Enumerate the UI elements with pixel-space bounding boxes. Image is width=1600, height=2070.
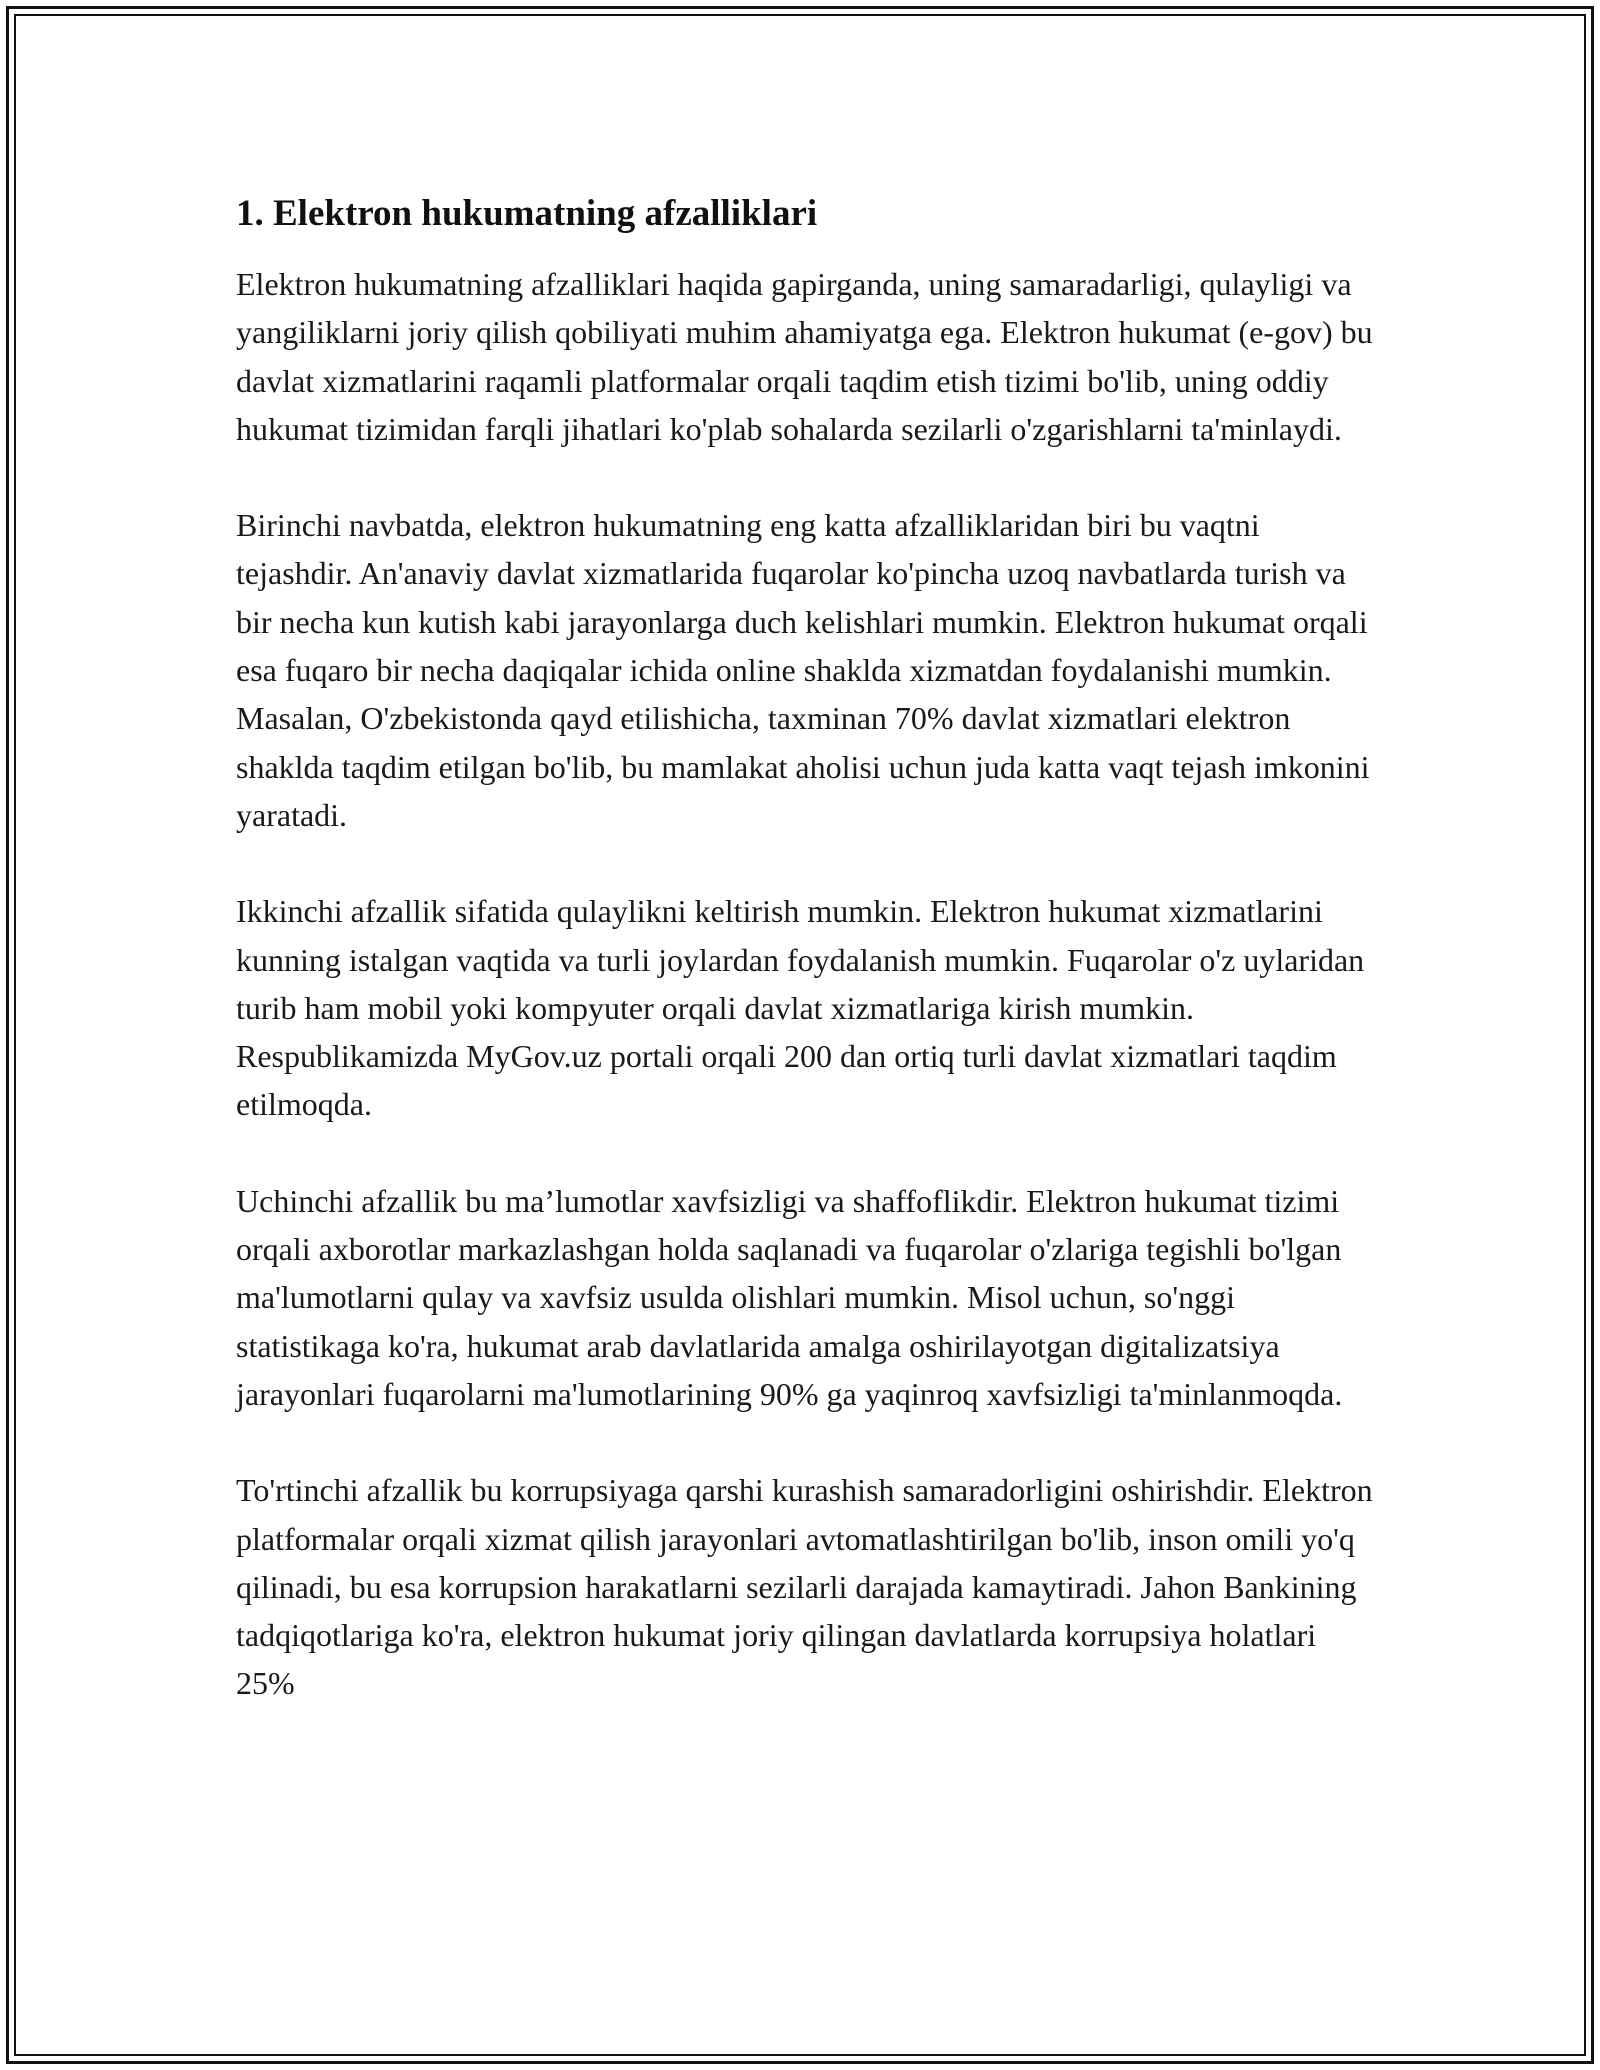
paragraph-intro: Elektron hukumatning afzalliklari haqida gapirganda, uning samaradarligi, qulayligi va yangiliklarni joriy qilish qobiliyati muhim ahamiyatga ega. Elektron hukumat (e-gov) bu davlat xizmatlarini raqamli platformalar orqali taqdim etish tizimi bo'lib, uning oddiy hukumat tizimidan farqli jihatlari ko'plab sohalarda sezilarli o'zgarishlarni ta'minlaydi. [236, 266, 1373, 447]
paragraph-anti-corruption: To'rtinchi afzallik bu korrupsiyaga qarshi kurashish samaradorligini oshirishdir. Elektron platformalar orqali xizmat qilish jarayonlari avtomatlashtirilgan bo'lib, inson omili yo'q qilinadi, bu esa korrupsion harakatlarni sezilarli darajada kamaytiradi. Jahon Bankining tadqiqotlariga ko'ra, elektron hukumat joriy qilingan davlatlarda korrupsiya holatlari 25% [236, 1472, 1373, 1702]
paragraph-convenience: Ikkinchi afzallik sifatida qulaylikni keltirish mumkin. Elektron hukumat xizmatlarini kunning istalgan vaqtida va turli joylardan foydalanish mumkin. Fuqarolar o'z uylaridan turib ham mobil yoki kompyuter orqali davlat xizmatlariga kirish mumkin. Respublikamizda MyGov.uz portali orqali 200 dan ortiq turli davlat xizmatlari taqdim etilmoqda. [236, 893, 1365, 1123]
document-body [236, 186, 1376, 1756]
section-heading: 1. Elektron hukumatning afzalliklari [236, 193, 818, 234]
paragraph-time-saving: Birinchi navbatda, elektron hukumatning eng katta afzalliklaridan biri bu vaqtni tejashdir. An'anaviy davlat xizmatlarida fuqarolar ko'pincha uzoq navbatlarda turish va bir necha kun kutish kabi jarayonlarga duch kelishlari mumkin. Elektron hukumat orqali esa fuqaro bir necha daqiqalar ichida online shaklda xizmatdan foydalanishi mumkin. Masalan, O'zbekistonda qayd etilishicha, taxminan 70% davlat xizmatlari elektron shaklda taqdim etilgan bo'lib, bu mamlakat aholisi uchun juda katta vaqt tejash imkonini yaratadi. [236, 507, 1370, 833]
paragraph-security: Uchinchi afzallik bu ma’lumotlar xavfsizligi va shaffoflikdir. Elektron hukumat tizimi orqali axborotlar markazlashgan holda saqlanadi va fuqarolar o'zlariga tegishli bo'lgan ma'lumotlarni qulay va xavfsiz usulda olishlari mumkin. Misol uchun, so'nggi statistikaga ko'ra, hukumat arab davlatlarida amalga oshirilayotgan digitalizatsiya jarayonlari fuqarolarni ma'lumotlarining 90% ga yaqinroq xavfsizligi ta'minlanmoqda. [236, 1182, 1343, 1412]
